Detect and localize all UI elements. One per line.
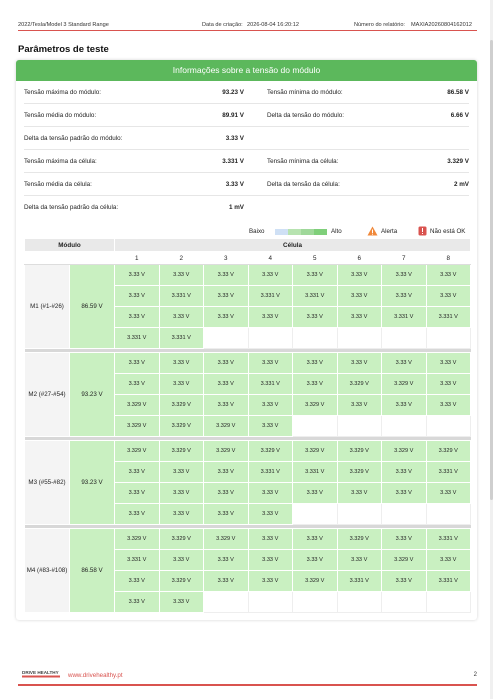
cell-voltage: 3.329 V (293, 571, 338, 592)
cell-voltage: 3.331 V (115, 328, 160, 349)
date-value: 2026-08-04 16:20:12 (247, 22, 299, 28)
cell-voltage: 3.329 V (337, 441, 382, 462)
cell-column-number: 6 (337, 252, 382, 265)
empty-cell (204, 328, 249, 349)
stats-row-3 (24, 127, 469, 150)
cell-voltage: 3.329 V (204, 529, 249, 550)
cell-voltage: 3.33 V (115, 462, 160, 483)
module-voltage: 86.58 V (70, 529, 115, 613)
cell-voltage: 3.329 V (159, 416, 204, 437)
delta-module-label: Delta da tensão do módulo: (267, 112, 345, 119)
cell-column-number: 1 (115, 252, 160, 265)
cell-voltage: 3.33 V (248, 416, 293, 437)
scrollbar-thumb[interactable] (490, 40, 493, 500)
alert-triangle-icon (367, 226, 378, 236)
cell-voltage: 3.33 V (248, 307, 293, 328)
vehicle-name: 2022/Tesla/Model 3 Standard Range (18, 22, 109, 28)
cell-voltage: 3.33 V (115, 374, 160, 395)
cell-voltage: 3.33 V (204, 353, 249, 374)
report-number-value: MAXIA20260804162012 (411, 22, 472, 28)
legend-alert: Alerta (381, 228, 398, 235)
legend-low: Baixo (249, 228, 265, 235)
footer-url[interactable]: www.drivehealthy.pt (68, 672, 123, 679)
min-cell-value: 3.329 V (447, 158, 469, 165)
cell-voltage: 3.331 V (426, 307, 471, 328)
cell-voltage: 3.33 V (248, 504, 293, 525)
empty-cell (248, 328, 293, 349)
cell-voltage: 3.329 V (204, 441, 249, 462)
report-number-label: Número do relatório: (354, 22, 405, 28)
cell-voltage: 3.33 V (159, 483, 204, 504)
min-module-label: Tensão mínima do módulo: (267, 89, 343, 96)
cell-voltage: 3.331 V (115, 550, 160, 571)
cell-voltage: 3.329 V (337, 462, 382, 483)
cell-column-number: 8 (426, 252, 471, 265)
cell-voltage: 3.33 V (337, 307, 382, 328)
stats-row-1 (24, 81, 469, 104)
cell-voltage: 3.33 V (159, 353, 204, 374)
cell-column-number: 3 (204, 252, 249, 265)
empty-cell (293, 328, 338, 349)
max-cell-label: Tensão máxima da célula: (24, 158, 97, 165)
cell-voltage: 3.33 V (382, 571, 427, 592)
cell-voltage: 3.33 V (293, 550, 338, 571)
cell-voltage: 3.33 V (382, 286, 427, 307)
empty-cell (382, 328, 427, 349)
cell-voltage: 3.33 V (248, 353, 293, 374)
cell-voltage: 3.33 V (204, 307, 249, 328)
empty-cell (382, 504, 427, 525)
cell-column-number: 5 (293, 252, 338, 265)
cell-voltage: 3.33 V (382, 395, 427, 416)
cell-voltage: 3.33 V (204, 483, 249, 504)
empty-cell (293, 592, 338, 613)
cell-voltage: 3.33 V (248, 395, 293, 416)
cell-voltage: 3.33 V (426, 483, 471, 504)
cell-voltage: 3.33 V (382, 483, 427, 504)
cell-voltage: 3.33 V (426, 353, 471, 374)
empty-cell (426, 504, 471, 525)
cell-voltage: 3.33 V (159, 307, 204, 328)
cell-voltage: 3.33 V (382, 529, 427, 550)
cell-voltage: 3.329 V (382, 550, 427, 571)
std-cell-label: Delta da tensão padrão da célula: (24, 204, 119, 211)
cell-voltage: 3.33 V (293, 483, 338, 504)
cell-voltage: 3.331 V (159, 286, 204, 307)
cell-voltage: 3.33 V (159, 374, 204, 395)
cell-voltage: 3.329 V (382, 374, 427, 395)
cell-voltage: 3.33 V (337, 550, 382, 571)
cell-voltage: 3.329 V (426, 441, 471, 462)
page-number: 2 (473, 672, 477, 678)
empty-cell (337, 504, 382, 525)
cell-voltage: 3.33 V (382, 353, 427, 374)
cell-voltage: 3.331 V (248, 286, 293, 307)
cell-voltage: 3.331 V (248, 462, 293, 483)
report-header (18, 14, 477, 28)
module-name: M3 (#55-#82) (25, 441, 70, 525)
cell-voltage: 3.331 V (426, 462, 471, 483)
cell-column-header: Célula (115, 239, 471, 252)
cell-voltage: 3.33 V (382, 265, 427, 286)
cell-voltage: 3.329 V (293, 441, 338, 462)
cell-voltage: 3.33 V (248, 571, 293, 592)
cell-voltage: 3.329 V (159, 571, 204, 592)
min-module-value: 86.58 V (447, 89, 469, 96)
cell-voltage: 3.329 V (204, 416, 249, 437)
date-label: Data de criação: (202, 22, 243, 28)
legend-not-ok: Não está OK (430, 228, 466, 235)
cell-voltage: 3.33 V (115, 286, 160, 307)
empty-cell (204, 592, 249, 613)
module-name: M2 (#27-#54) (25, 353, 70, 437)
empty-cell (293, 504, 338, 525)
cell-column-number: 2 (159, 252, 204, 265)
cell-voltage: 3.33 V (337, 395, 382, 416)
cell-voltage: 3.33 V (204, 286, 249, 307)
cell-voltage: 3.33 V (204, 571, 249, 592)
cell-voltage: 3.33 V (337, 286, 382, 307)
cell-voltage: 3.33 V (337, 353, 382, 374)
cell-grid-body (25, 265, 471, 613)
cell-voltage: 3.33 V (204, 395, 249, 416)
cell-voltage: 3.329 V (337, 374, 382, 395)
cell-voltage: 3.33 V (426, 395, 471, 416)
cell-voltage: 3.329 V (159, 529, 204, 550)
module-voltage: 93.23 V (70, 353, 115, 437)
max-module-value: 93.23 V (222, 89, 244, 96)
cell-voltage: 3.33 V (115, 592, 160, 613)
cell-voltage: 3.329 V (293, 395, 338, 416)
module-name: M1 (#1-#26) (25, 265, 70, 349)
cell-voltage: 3.33 V (293, 353, 338, 374)
scrollbar[interactable] (490, 0, 493, 699)
cell-voltage: 3.329 V (115, 416, 160, 437)
cell-voltage: 3.33 V (426, 286, 471, 307)
cell-voltage: 3.33 V (426, 550, 471, 571)
cell-voltage: 3.329 V (382, 441, 427, 462)
cell-voltage: 3.33 V (204, 504, 249, 525)
cell-voltage: 3.33 V (115, 571, 160, 592)
cell-voltage: 3.33 V (115, 307, 160, 328)
cell-number-row (25, 252, 471, 265)
cell-voltage: 3.329 V (115, 395, 160, 416)
footer-logo-text: DRIVE HEALTHY (22, 670, 59, 675)
std-cell-value: 1 mV (228, 204, 244, 211)
empty-cell (248, 592, 293, 613)
cell-voltage: 3.331 V (382, 307, 427, 328)
delta-cell-value: 2 mV (453, 181, 469, 188)
empty-cell (337, 328, 382, 349)
cell-voltage: 3.33 V (293, 529, 338, 550)
cell-voltage: 3.33 V (159, 592, 204, 613)
min-cell-label: Tensão mínima da célula: (267, 158, 339, 165)
cell-voltage: 3.33 V (115, 353, 160, 374)
cell-column-number: 7 (382, 252, 427, 265)
table-row (25, 265, 471, 286)
cell-voltage: 3.331 V (293, 286, 338, 307)
max-cell-value: 3.331 V (222, 158, 244, 165)
cell-voltage: 3.33 V (159, 504, 204, 525)
std-module-label: Delta da tensão padrão do módulo: (24, 135, 123, 142)
cell-voltage: 3.331 V (426, 571, 471, 592)
table-row (25, 441, 471, 462)
cell-voltage: 3.329 V (115, 441, 160, 462)
table-row (25, 529, 471, 550)
legend-high: Alto (331, 228, 342, 235)
cell-voltage: 3.329 V (159, 395, 204, 416)
cell-voltage: 3.33 V (115, 483, 160, 504)
section-title: Parâmetros de teste (18, 44, 109, 55)
table-row (25, 353, 471, 374)
avg-cell-value: 3.33 V (225, 181, 244, 188)
cell-voltage: 3.33 V (204, 374, 249, 395)
delta-cell-label: Delta da tensão da célula: (267, 181, 340, 188)
cell-voltage: 3.33 V (337, 483, 382, 504)
legend-gradient-icon (275, 228, 327, 236)
stats-row-5 (24, 173, 469, 196)
cell-voltage: 3.33 V (159, 265, 204, 286)
module-column-header: Módulo (25, 239, 115, 252)
cell-voltage: 3.33 V (293, 307, 338, 328)
cell-voltage: 3.331 V (248, 374, 293, 395)
max-module-label: Tensão máxima do módulo: (24, 89, 102, 96)
cell-voltage: 3.33 V (204, 265, 249, 286)
cell-voltage: 3.329 V (159, 441, 204, 462)
cell-voltage: 3.33 V (426, 265, 471, 286)
cell-voltage: 3.33 V (426, 374, 471, 395)
footer-logo-line-icon (22, 675, 60, 678)
avg-cell-label: Tensão média da célula: (24, 181, 92, 188)
avg-module-value: 89.91 V (222, 112, 244, 119)
stats-row-6 (24, 196, 469, 218)
cell-voltage: 3.329 V (248, 441, 293, 462)
empty-cell (426, 592, 471, 613)
cell-column-number: 4 (248, 252, 293, 265)
module-voltage: 93.23 V (70, 441, 115, 525)
empty-cell (382, 416, 427, 437)
cell-voltage: 3.331 V (426, 529, 471, 550)
delta-module-value: 6.66 V (450, 112, 469, 119)
footer-divider (18, 684, 477, 686)
card-title: Informações sobre a tensão do módulo (16, 60, 477, 81)
cell-voltage: 3.33 V (159, 550, 204, 571)
cell-voltage: 3.331 V (337, 571, 382, 592)
header-divider (18, 30, 477, 31)
cell-voltage: 3.329 V (337, 529, 382, 550)
cell-voltage: 3.331 V (293, 462, 338, 483)
empty-cell (426, 328, 471, 349)
module-subheader-blank (25, 252, 115, 265)
not-ok-icon (418, 226, 427, 236)
empty-cell (293, 416, 338, 437)
std-module-value: 3.33 V (225, 135, 244, 142)
cell-voltage: 3.33 V (248, 529, 293, 550)
empty-cell (337, 592, 382, 613)
cell-voltage: 3.33 V (382, 462, 427, 483)
stats-row-2 (24, 104, 469, 127)
empty-cell (382, 592, 427, 613)
cell-voltage: 3.33 V (159, 462, 204, 483)
cell-voltage: 3.33 V (248, 265, 293, 286)
footer-logo (22, 670, 60, 678)
cell-voltage: 3.33 V (293, 374, 338, 395)
cell-voltage: 3.329 V (115, 529, 160, 550)
stats-row-4 (24, 150, 469, 173)
cell-voltage-table (24, 238, 471, 613)
cell-voltage: 3.33 V (248, 483, 293, 504)
cell-voltage: 3.33 V (115, 265, 160, 286)
module-name: M4 (#83-#108) (25, 529, 70, 613)
empty-cell (337, 416, 382, 437)
empty-cell (426, 416, 471, 437)
cell-voltage: 3.33 V (337, 265, 382, 286)
cell-voltage: 3.33 V (293, 265, 338, 286)
cell-voltage: 3.33 V (115, 504, 160, 525)
cell-voltage: 3.331 V (159, 328, 204, 349)
avg-module-label: Tensão média do módulo: (24, 112, 97, 119)
cell-voltage: 3.33 V (204, 550, 249, 571)
cell-voltage: 3.33 V (248, 550, 293, 571)
module-voltage: 86.59 V (70, 265, 115, 349)
cell-voltage: 3.33 V (204, 462, 249, 483)
